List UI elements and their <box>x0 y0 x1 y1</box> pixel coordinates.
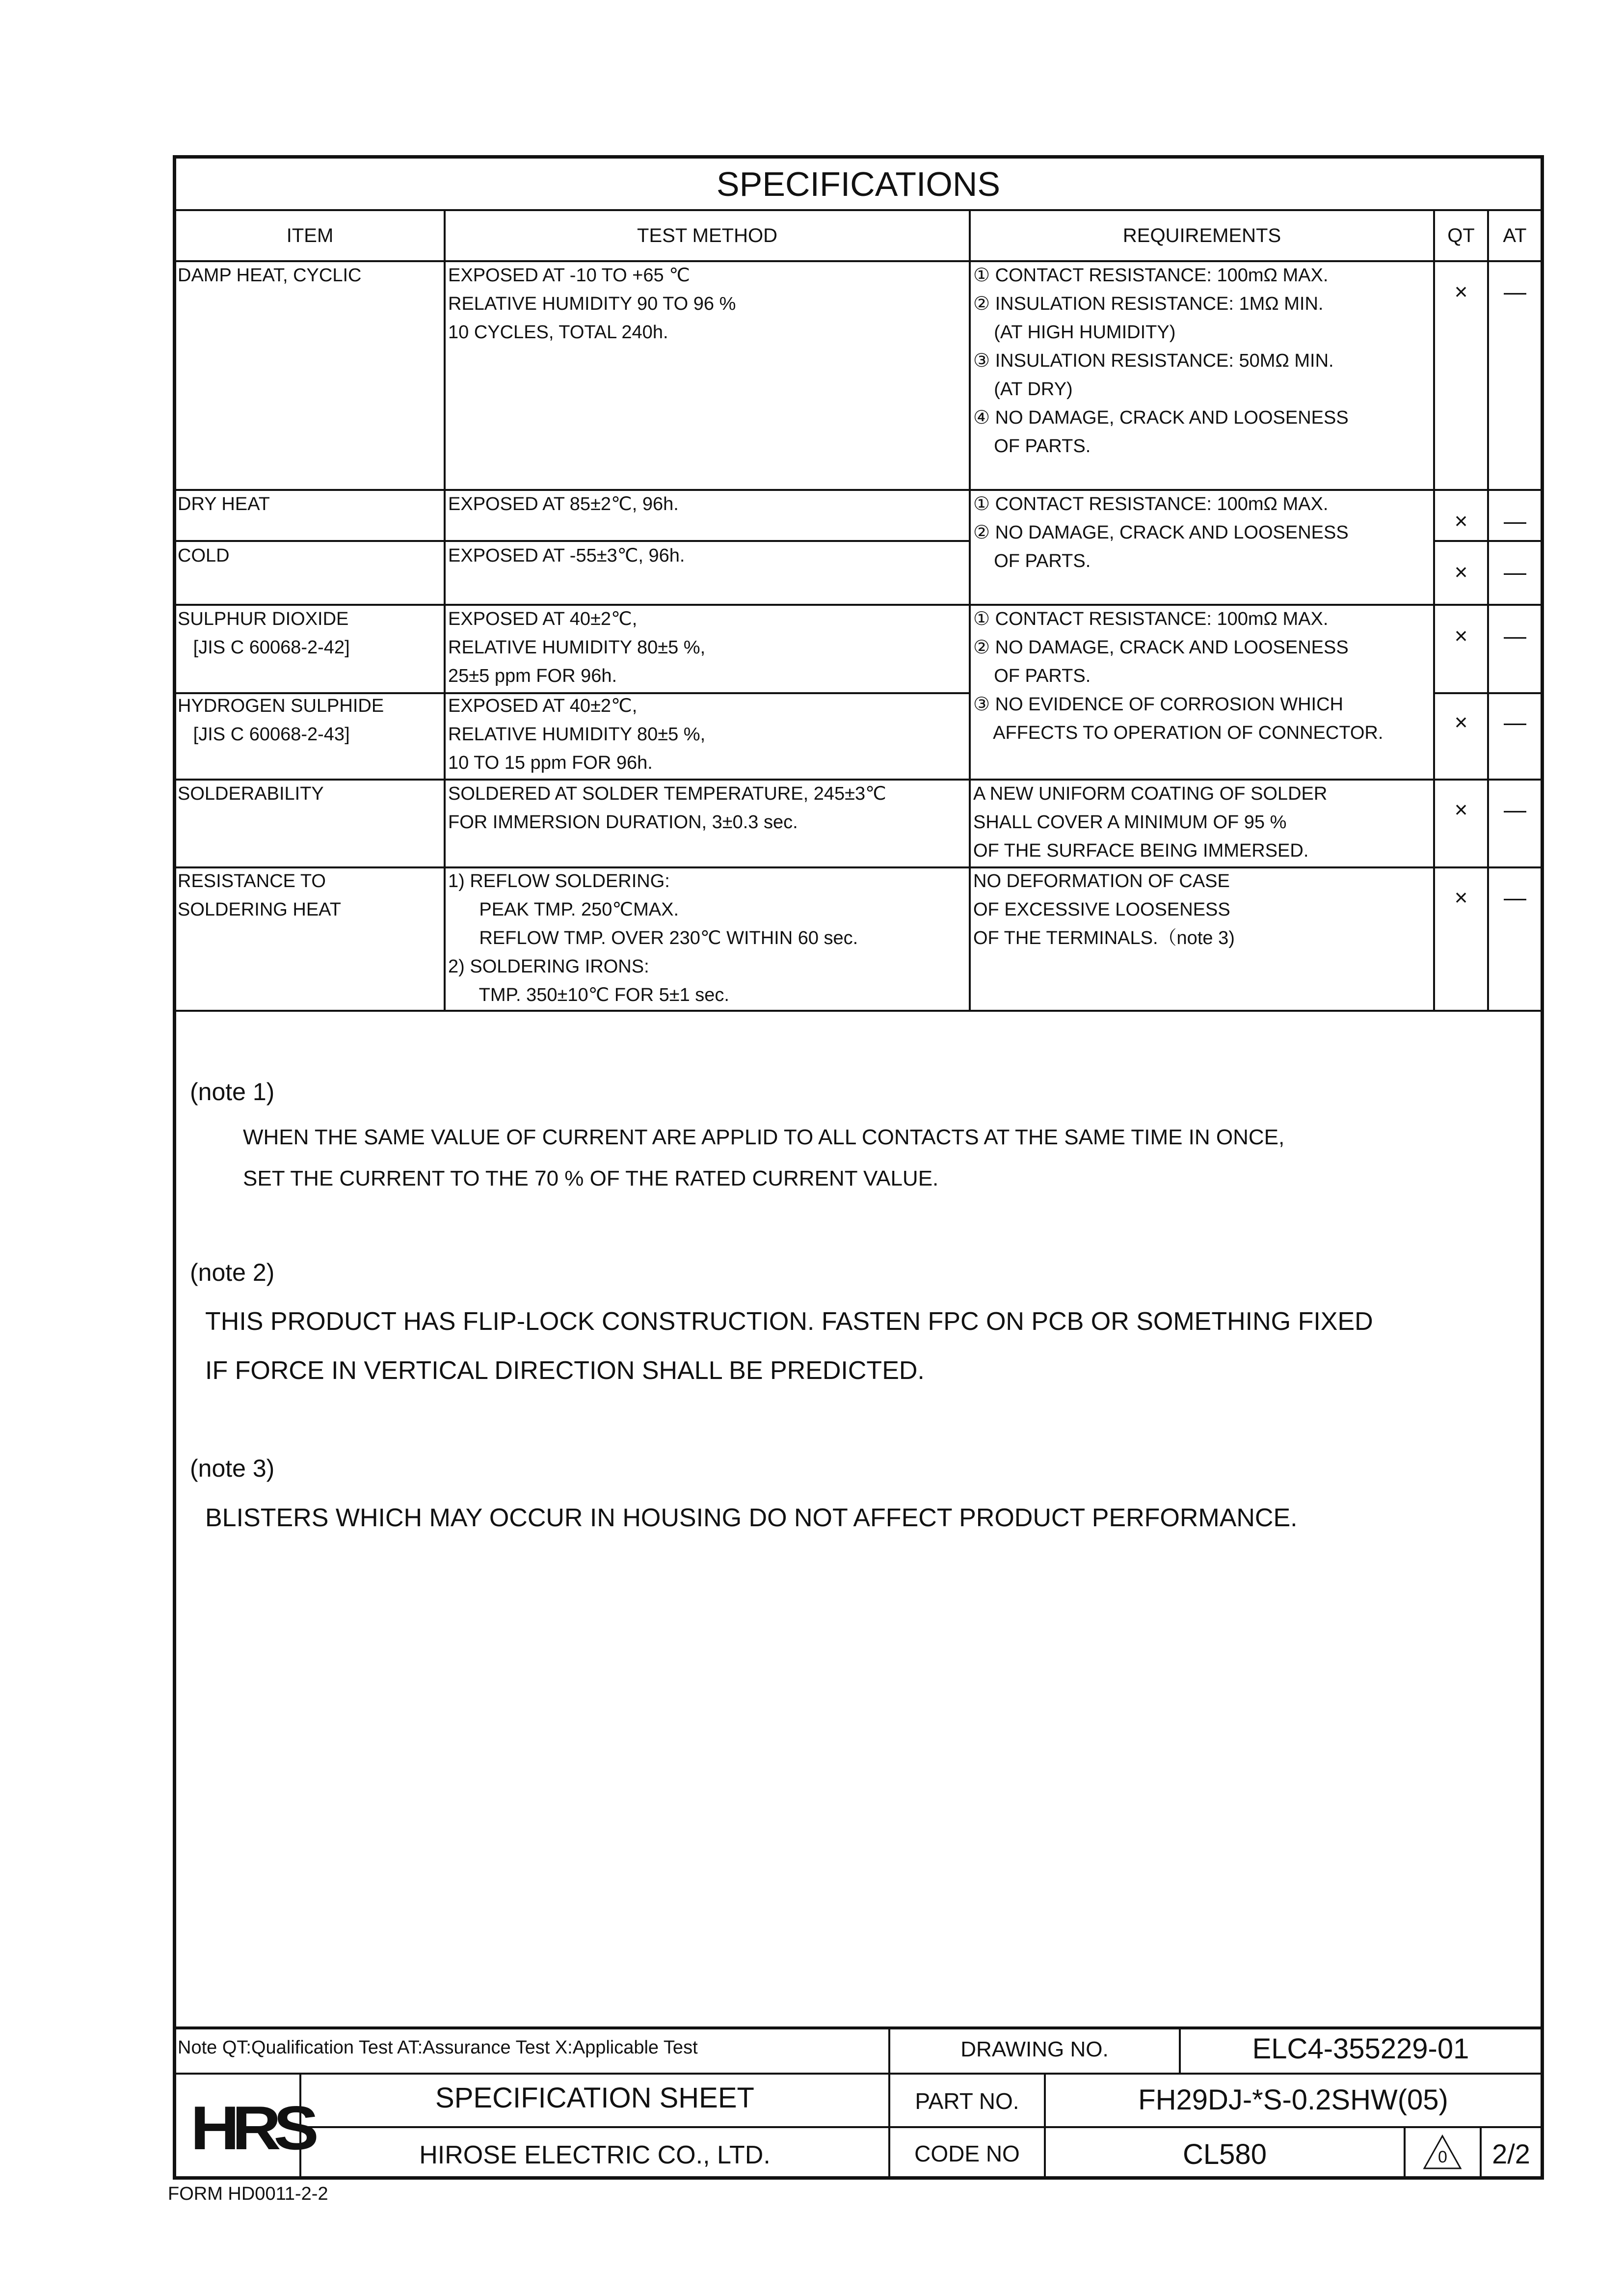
hrs-logo <box>178 2075 312 2177</box>
table-rule <box>969 211 971 1011</box>
sheet-title: SPECIFICATION SHEET <box>435 2082 754 2114</box>
qt-mark: × <box>1454 797 1468 822</box>
at-mark: — <box>1504 709 1526 735</box>
row-test-method: EXPOSED AT -55±3℃, 96h. <box>448 545 685 566</box>
title-block-rule <box>176 2026 1541 2029</box>
qt-mark: × <box>1454 623 1468 648</box>
part-no-value: FH29DJ-*S-0.2SHW(05) <box>1138 2084 1448 2116</box>
row-item: SULPHUR DIOXIDE [JIS C 60068-2-42] <box>178 609 350 658</box>
at-mark: — <box>1504 559 1526 585</box>
drawing-no-label: DRAWING NO. <box>960 2037 1109 2061</box>
row-item: RESISTANCE TO SOLDERING HEAT <box>178 871 341 920</box>
at-mark: — <box>1504 623 1526 648</box>
row-requirements: NO DEFORMATION OF CASE OF EXCESSIVE LOOSENESS OF THE TERMINALS.（note 3) <box>973 871 1235 948</box>
revision-mark <box>1406 2133 1480 2170</box>
row-item: SOLDERABILITY <box>178 783 324 804</box>
qt-mark: × <box>1454 709 1468 735</box>
qt-mark: × <box>1454 508 1468 534</box>
at-mark: — <box>1504 508 1526 534</box>
drawing-no-value: ELC4-355229-01 <box>1252 2033 1469 2065</box>
row-requirements: ① CONTACT RESISTANCE: 100mΩ MAX. ② NO DAMAGE, CRACK AND LOOSENESS OF PARTS. ③ NO EVIDENCE OF CORROSION WHICH AFFECTS TO OPERATION OF CONNECTOR. <box>973 609 1384 743</box>
form-number: FORM HD0011-2-2 <box>168 2184 328 2204</box>
col-header-qt: QT <box>1447 225 1475 246</box>
at-mark: — <box>1504 885 1526 910</box>
code-no-label: CODE NO <box>914 2141 1020 2166</box>
qt-mark: × <box>1454 279 1468 304</box>
table-rule <box>444 211 446 1011</box>
legend-note: Note QT:Qualification Test AT:Assurance Test X:Applicable Test <box>178 2037 698 2058</box>
qt-mark: × <box>1454 559 1468 585</box>
row-requirements: A NEW UNIFORM COATING OF SOLDER SHALL COVER A MINIMUM OF 95 % OF THE SURFACE BEING IMMERSED. <box>973 783 1328 861</box>
row-test-method: EXPOSED AT -10 TO +65 ℃ RELATIVE HUMIDITY 90 TO 96 % 10 CYCLES, TOTAL 240h. <box>448 265 736 343</box>
note-label: (note 2) <box>190 1259 275 1286</box>
company-name: HIROSE ELECTRIC CO., LTD. <box>419 2141 771 2169</box>
hrs-logo-text: HRS <box>190 2093 312 2162</box>
col-header-test-method: TEST METHOD <box>637 225 777 246</box>
table-rule <box>176 1010 1541 1012</box>
note-label: (note 1) <box>190 1078 275 1106</box>
col-header-at: AT <box>1503 225 1527 246</box>
row-test-method: EXPOSED AT 85±2℃, 96h. <box>448 494 679 514</box>
note-text: WHEN THE SAME VALUE OF CURRENT ARE APPLID TO ALL CONTACTS AT THE SAME TIME IN ONCE, SET THE CURRENT TO THE 70 % OF THE RATED CURRENT VALUE. <box>243 1125 1285 1190</box>
page-number: 2/2 <box>1492 2138 1530 2169</box>
note-text: BLISTERS WHICH MAY OCCUR IN HOUSING DO NOT AFFECT PRODUCT PERFORMANCE. <box>205 1504 1298 1532</box>
code-no-value: CL580 <box>1183 2138 1267 2170</box>
row-requirements: ① CONTACT RESISTANCE: 100mΩ MAX. ② NO DAMAGE, CRACK AND LOOSENESS OF PARTS. <box>973 494 1349 571</box>
qt-mark: × <box>1454 885 1468 910</box>
row-test-method: 1) REFLOW SOLDERING: PEAK TMP. 250℃MAX. REFLOW TMP. OVER 230℃ WITHIN 60 sec. 2) SOLDERING IRONS: TMP. 350±10℃ FOR 5±1 sec. <box>448 871 858 1005</box>
revision-number: 0 <box>1438 2148 1447 2166</box>
note-label: (note 3) <box>190 1455 275 1482</box>
note-text: THIS PRODUCT HAS FLIP-LOCK CONSTRUCTION. FASTEN FPC ON PCB OR SOMETHING FIXED IF FORCE IN VERTICAL DIRECTION SHALL BE PREDICTED. <box>205 1307 1373 1385</box>
col-header-requirements: REQUIREMENTS <box>1122 225 1281 246</box>
title-block-rule <box>889 2126 1541 2128</box>
table-rule <box>176 866 1541 868</box>
row-item: HYDROGEN SULPHIDE [JIS C 60068-2-43] <box>178 696 384 745</box>
row-test-method: SOLDERED AT SOLDER TEMPERATURE, 245±3℃ FOR IMMERSION DURATION, 3±0.3 sec. <box>448 783 886 833</box>
title-block-rule <box>176 2073 1541 2075</box>
row-item: DAMP HEAT, CYCLIC <box>178 265 362 286</box>
title-block-rule <box>300 2126 889 2128</box>
at-mark: — <box>1504 279 1526 304</box>
col-header-item: ITEM <box>286 225 334 246</box>
row-requirements: ① CONTACT RESISTANCE: 100mΩ MAX. ② INSULATION RESISTANCE: 1MΩ MIN. (AT HIGH HUMIDITY) ③ INSULATION RESISTANCE: 50MΩ MIN. (AT DRY) ④ NO DAMAGE, CRACK AND LOOSENESS OF PARTS. <box>973 265 1349 457</box>
row-item: DRY HEAT <box>178 494 270 514</box>
row-item: COLD <box>178 545 230 566</box>
at-mark: — <box>1504 797 1526 822</box>
part-no-label: PART NO. <box>915 2088 1019 2114</box>
row-test-method: EXPOSED AT 40±2℃, RELATIVE HUMIDITY 80±5 %, 25±5 ppm FOR 96h. <box>448 609 706 686</box>
page-title: SPECIFICATIONS <box>716 165 1001 203</box>
row-test-method: EXPOSED AT 40±2℃, RELATIVE HUMIDITY 80±5 %, 10 TO 15 ppm FOR 96h. <box>448 696 706 773</box>
